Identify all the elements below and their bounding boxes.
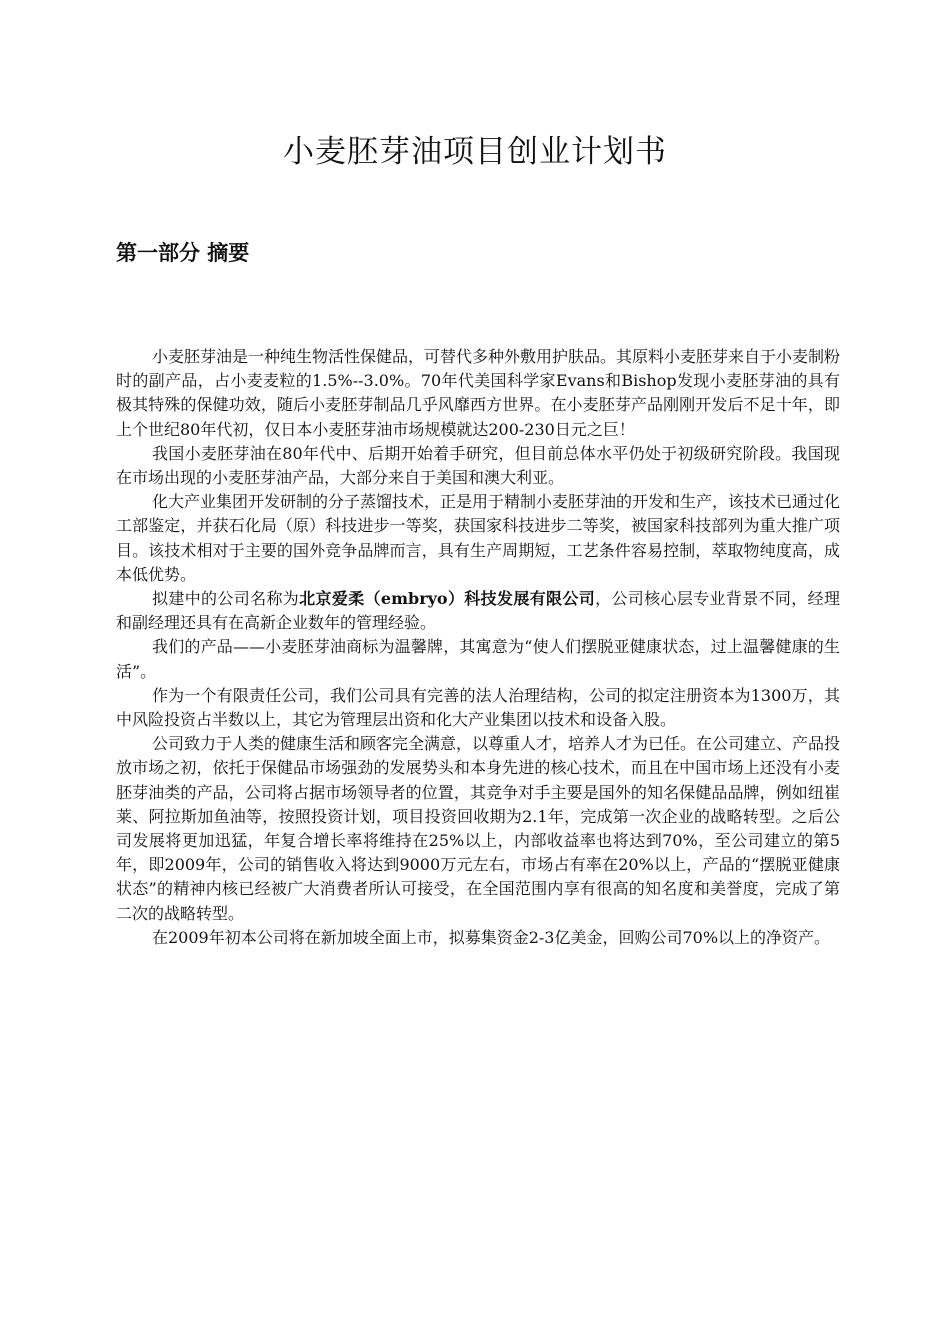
company-name: 北京爱柔（embryo）科技发展有限公司 [299, 589, 596, 609]
paragraph-company-structure: 作为一个有限责任公司，我们公司具有完善的法人治理结构，公司的拟定注册资本为1300万，其中风险投资占半数以上，其它为管理层出资和化大产业集团以技术和设备入股。 [116, 685, 840, 730]
summary-body [116, 345, 840, 950]
company-name-suffix: ，公司核心层专业背景不同，经理和副经理还具有在高新企业数年的管理经验。 [116, 589, 840, 633]
paragraph-listing-plan: 在2009年初本公司将在新加坡全面上市，拟募集资金2-3亿美金，回购公司70%以上的净资产。 [152, 927, 831, 947]
paragraph-domestic-research: 我国小麦胚芽油在80年代中、后期开始着手研究，但目前总体水平仍处于初级研究阶段。我国现在市场出现的小麦胚芽油产品，大部分来自于美国和澳大利亚。 [116, 443, 840, 488]
paragraph-strategy: 公司致力于人类的健康生活和顾客完全满意，以尊重人才，培养人才为已任。在公司建立、产品投放市场之初，依托于保健品市场强劲的发展势头和本身先进的核心技术，而且在中国市场上还没有小麦胚芽油类的产品，公司将占据市场领导者的位置，其竞争对手主要是国外的知名保健品品牌，例如纽崔莱、阿拉斯加鱼油等，按照投资计划，项目投资回收期为2.1年，完成第一次企业的战略转型。之后公司发展将更加迅猛，年复合增长率将维持在25%以上，内部收益率也将达到70%，至公司建立的第5年，即2009年，公司的销售收入将达到9000万元左右，市场占有率在20%以上，产品的“摆脱亚健康状态”的精神内核已经被广大消费者所认可接受，在全国范围内享有很高的知名度和美誉度，完成了第二次的战略转型。 [116, 734, 841, 923]
document-title: 小麦胚芽油项目创业计划书 [283, 134, 667, 170]
paragraph-intro: 小麦胚芽油是一种纯生物活性保健品，可替代多种外敷用护肤品。其原料小麦胚芽来自于小麦制粉时的副产品，占小麦麦粒的1.5%--3.0%。70年代美国科学家Evans和Bishop发现小麦胚芽油的具有极其特殊的保健功效，随后小麦胚芽制品几乎风靡西方世界。在小麦胚芽产品刚刚开发后不足十年，即上个世纪80年代初，仅日本小麦胚芽油市场规模就达200-230日元之巨！ [116, 347, 841, 439]
paragraph-company-name [116, 587, 840, 635]
paragraph-technology: 化大产业集团开发研制的分子蒸馏技术，正是用于精制小麦胚芽油的开发和生产，该技术已通过化工部鉴定，并获石化局（原）科技进步一等奖，获国家科技进步二等奖，被国家科技部列为重大推广项目。该技术相对于主要的国外竞争品牌而言，具有生产周期短，工艺条件容易控制，萃取物纯度高，成本低优势。 [116, 492, 841, 584]
company-name-prefix: 拟建中的公司名称为 [152, 589, 300, 609]
section-heading: 第一部分 摘要 [116, 241, 250, 265]
paragraph-product-brand: 我们的产品——小麦胚芽油商标为温馨牌，其寓意为“使人们摆脱亚健康状态，过上温馨健康的生活”。 [116, 637, 840, 681]
